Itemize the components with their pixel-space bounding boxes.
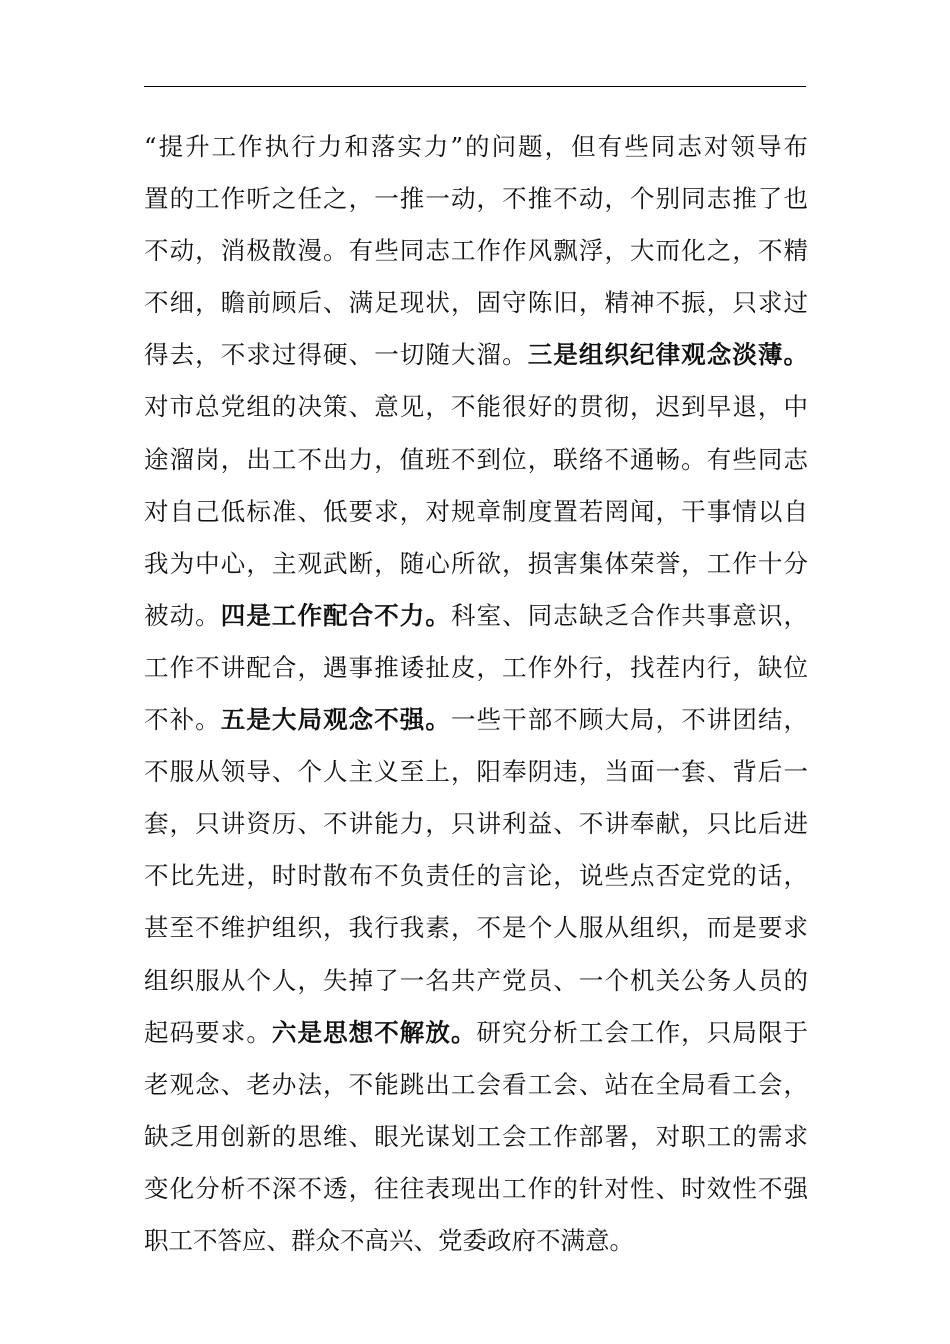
text-segment: 科室、同志缺乏合作共事意识，: [450, 600, 809, 630]
text-line: [144, 434, 808, 486]
bold-phrase: 三是组织纪律观念淡薄。: [527, 340, 809, 370]
bold-phrase: 四是工作配合不力。: [220, 600, 451, 630]
text-line: [144, 538, 808, 590]
text-line: [144, 329, 808, 381]
text-line: [144, 277, 808, 329]
text-segment: “提升工作执行力和落实力”的问题，但有些同志对领导布: [144, 132, 808, 161]
text-line: [144, 1059, 808, 1111]
text-segment: 职工不答应、群众不高兴、党委政府不满意。: [144, 1225, 634, 1255]
text-segment: 一些干部不顾大局，不讲团结，: [450, 705, 809, 735]
text-segment: 不补。: [144, 705, 221, 735]
text-segment: 途溜岗，出工不出力，值班不到位，联络不通畅。有些同志: [144, 444, 808, 474]
text-line: [144, 798, 808, 850]
text-segment: 对自己低标准、低要求，对规章制度置若罔闻，干事情以自: [144, 496, 808, 526]
text-line: [144, 486, 808, 538]
text-segment: 对市总党组的决策、意见，不能很好的贯彻，迟到早退，中: [144, 392, 808, 422]
text-line: [144, 694, 808, 746]
text-line: [144, 173, 808, 225]
text-line: [144, 902, 808, 954]
text-line: [144, 955, 808, 1007]
text-line: [144, 1163, 808, 1215]
text-segment: 工作不讲配合，遇事推诿扯皮，工作外行，找茬内行，缺位: [144, 652, 808, 682]
header-rule: [144, 86, 806, 87]
text-segment: 不比先进，时时散布不负责任的言论，说些点否定党的话，: [144, 861, 808, 891]
text-line: [144, 381, 808, 433]
text-segment: 甚至不维护组织，我行我素，不是个人服从组织，而是要求: [144, 913, 808, 943]
text-line: [144, 746, 808, 798]
bold-phrase: 五是大局观念不强。: [220, 705, 451, 735]
text-segment: 起码要求。: [144, 1017, 272, 1047]
text-line: [144, 121, 808, 173]
text-segment: 置的工作听之任之，一推一动，不推不动，个别同志推了也: [144, 184, 808, 214]
text-segment: 不服从领导、个人主义至上，阳奉阴违，当面一套、背后一: [144, 757, 808, 787]
text-segment: 缺乏用创新的思维、眼光谋划工会工作部署，对职工的需求: [144, 1121, 808, 1151]
text-segment: 套，只讲资历、不讲能力，只讲利益、不讲奉献，只比后进: [144, 809, 808, 839]
bold-phrase: 六是思想不解放。: [271, 1017, 477, 1047]
body-text: [144, 121, 808, 1267]
text-segment: 老观念、老办法，不能跳出工会看工会、站在全局看工会，: [144, 1069, 808, 1099]
text-line: [144, 642, 808, 694]
text-line: [144, 1111, 808, 1163]
text-segment: 得去，不求过得硬、一切随大溜。: [144, 340, 528, 370]
text-segment: 被动。: [144, 600, 221, 630]
text-line: [144, 850, 808, 902]
text-segment: 不细，瞻前顾后、满足现状，固守陈旧，精神不振，只求过: [144, 288, 808, 318]
text-segment: 我为中心，主观武断，随心所欲，损害集体荣誉，工作十分: [144, 548, 808, 578]
text-line: [144, 225, 808, 277]
text-line: [144, 590, 808, 642]
text-segment: 研究分析工会工作，只局限于: [476, 1017, 809, 1047]
text-line: [144, 1007, 808, 1059]
text-line: [144, 1215, 808, 1267]
text-segment: 变化分析不深不透，往往表现出工作的针对性、时效性不强: [144, 1173, 808, 1203]
text-segment: 不动，消极散漫。有些同志工作作风飘浮，大而化之，不精: [144, 236, 808, 266]
text-segment: 组织服从个人，失掉了一名共产党员、一个机关公务人员的: [144, 965, 808, 995]
